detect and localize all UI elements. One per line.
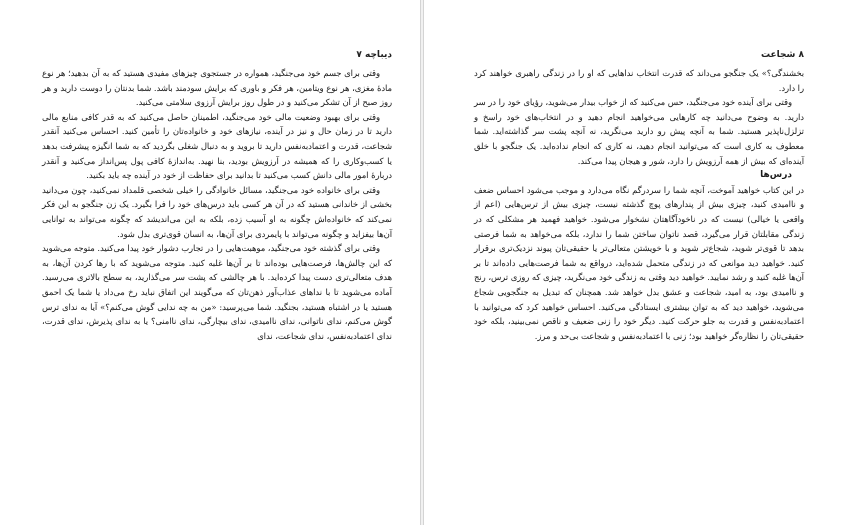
paragraph: در این کتاب خواهید آموخت، آنچه شما را سردرگم نگاه می‌دارد و موجب می‌شود احساس ضعف و ناامیدی کنید، چیزی بیش از پندارهای پوچ گذشته نیست، چیزی بیش از ترس‌هایی (اعم از واقعی یا خیالی) نیست که در ناخودآگاهتان نشخوار می‌شود. خواهید فهمید هر مشکلی که در زندگی مقابلتان قرار می‌گیرد، قصد ناتوان ساختن شما را ندارد، بلکه می‌خواهد به شما فرصتی بدهد تا قوی‌تر شوید، شجاع‌تر شوید و با خویشتن متعالی‌تر یا حقیقی‌تان پیوند نزدیک‌تری برقرار کنید. خواهید دید موانعی که در زندگی متحمل شده‌اید، درواقع به شما فرصت‌هایی داده‌اند تا بر آن‌ها غلبه کنید و رشد نمایید. خواهید دید وقتی به زندگی خود می‌نگرید، چیزی که روزی ترس، رنج و ناامیدی بود، به امید، شجاعت و عشق بدل خواهد شد. همچنان که تبدیل به جنگجویی شجاع می‌شوید، خواهید دید که به توان بیشتری ایستادگی می‌کنید. احساس خواهید کرد که می‌توانید با اعتماد‌به‌نفس و قدرت به جلو حرکت کنید. دیگر خود را زنی ضعیف و ناقص نمی‌بینید، بلکه خود حقیقی‌تان را نظاره‌گر خواهید بود؛ زنی با اعتماد‌به‌نفس و شجاعت بی‌حد و مرز. — [474, 184, 804, 341]
right-page — [423, 0, 844, 525]
paragraph: وقتی برای آینده خود می‌جنگید، حس می‌کنید که از خواب بیدار می‌شوید، رؤیای خود را در سر دارید. به وضوح می‌دانید چه کارهایی می‌خواهید انجام دهید و در انتخاب‌های خود راسخ و تزلزل‌ناپذیر هستید. شما به آنچه پیش رو دارید می‌نگرید، نه آنچه پشت سر گذاشته‌اید. شما معطوف به کاری است که می‌توانید انجام دهید، نه کاری که انجام نداده‌اید. یک جنگجو با خلق آینده‌ای که بیش از همه آرزویش را دارد، شور و هیجان پیدا می‌کند. — [474, 97, 804, 166]
paragraph: وقتی برای خانواده خود می‌جنگید، مسائل خانوادگی را خیلی شخصی قلمداد نمی‌کنید، چون می‌دانید بخشی از خاندانی هستید که در آن هر کسی باید درس‌های خود را فرا بگیرد. یک زن جنگجو به این فکر نمی‌کند که خانواده‌اش چگونه به او آسیب زده، بلکه به این می‌اندیشد که چگونه می‌تواند به توانایی آن‌ها بیفزاید و چگونه می‌تواند با پایمردی برای آن‌ها، به انسان قوی‌تری بدل شود. — [42, 184, 392, 239]
left-page-body — [42, 66, 392, 343]
running-head-right: ۸ شجاعت — [760, 50, 804, 60]
left-page — [0, 0, 421, 525]
paragraph: وقتی برای بهبود وضعیت مالی خود می‌جنگید، اطمینان حاصل می‌کنید که به قدر کافی منابع مالی دارید تا در زمان حال و نیز در آینده، نیازهای خود و خانواده‌تان را تأمین کنید. احساس می‌کنید آنقدر شجاعت، قدرت و اعتماد‌به‌نفس دارید تا بروید و به دنبال شغلی بگردید که به شما انگیزه پیشرفت بدهد یا کسب‌وکاری را که همیشه در آرزویش بودید، بنا نهید. به‌اندازهٔ کافی پول پس‌انداز می‌کنید و آنقدر دربارهٔ امور مالی دانش کسب می‌کنید تا بدانید برای حفاظت از خود در آینده چه باید بکنید. — [42, 111, 392, 181]
paragraph: وقتی برای جسم خود می‌جنگید، همواره در جستجوی چیزهای مفیدی هستید که به آن بدهید؛ هر نوع مادهٔ مغزی، هر نوع ویتامین، هر فکر و باوری که برایش سودمند باشد. شما بدنتان را دوست دارید و هر روز صبح از آن تشکر می‌کنید و در طول روز برایش آرزوی سلامتی می‌کنید. — [42, 68, 392, 108]
paragraph: وقتی برای گذشته خود می‌جنگید، موهبت‌هایی را در تجارب دشوار خود پیدا می‌کنید. متوجه می‌شوید که این چالش‌ها، فرصت‌هایی بوده‌اند تا بر آن‌ها غلبه کنید. متوجه می‌شوید که با رها کردن آن‌ها، به هدف متعالی‌تری دست پیدا کرده‌اید. با هر چالشی که پشت سر می‌گذارید، به سطح بالاتری می‌رسید. آماده می‌شوید تا با نداهای عذاب‌آور ذهن‌تان که می‌گویند این اتفاق نباید رخ می‌داد یا شما یک احمق هستید یا در اشتباه هستید، بجنگید. شما می‌پرسید: «من به چه ندایی گوش می‌کنم؟» آیا به ندای ترس گوش می‌کنم، ندای ناتوانی، ندای ناامیدی، ندای بیچارگی، ندای ناامنی؟ یا به ندای پذیرش، ندای قدرت، ندای اعتماد‌به‌نفس، ندای شجاعت، ندای — [42, 243, 392, 341]
section-heading: درس‌ها — [760, 170, 792, 181]
right-page-body — [474, 66, 804, 343]
running-head-left: دیباچه ۷ — [356, 50, 392, 60]
paragraph: بخشندگی؟» یک جنگجو می‌داند که قدرت انتخاب نداهایی که او را در زندگی راهبری خواهند کرد را دارد. — [474, 68, 804, 93]
